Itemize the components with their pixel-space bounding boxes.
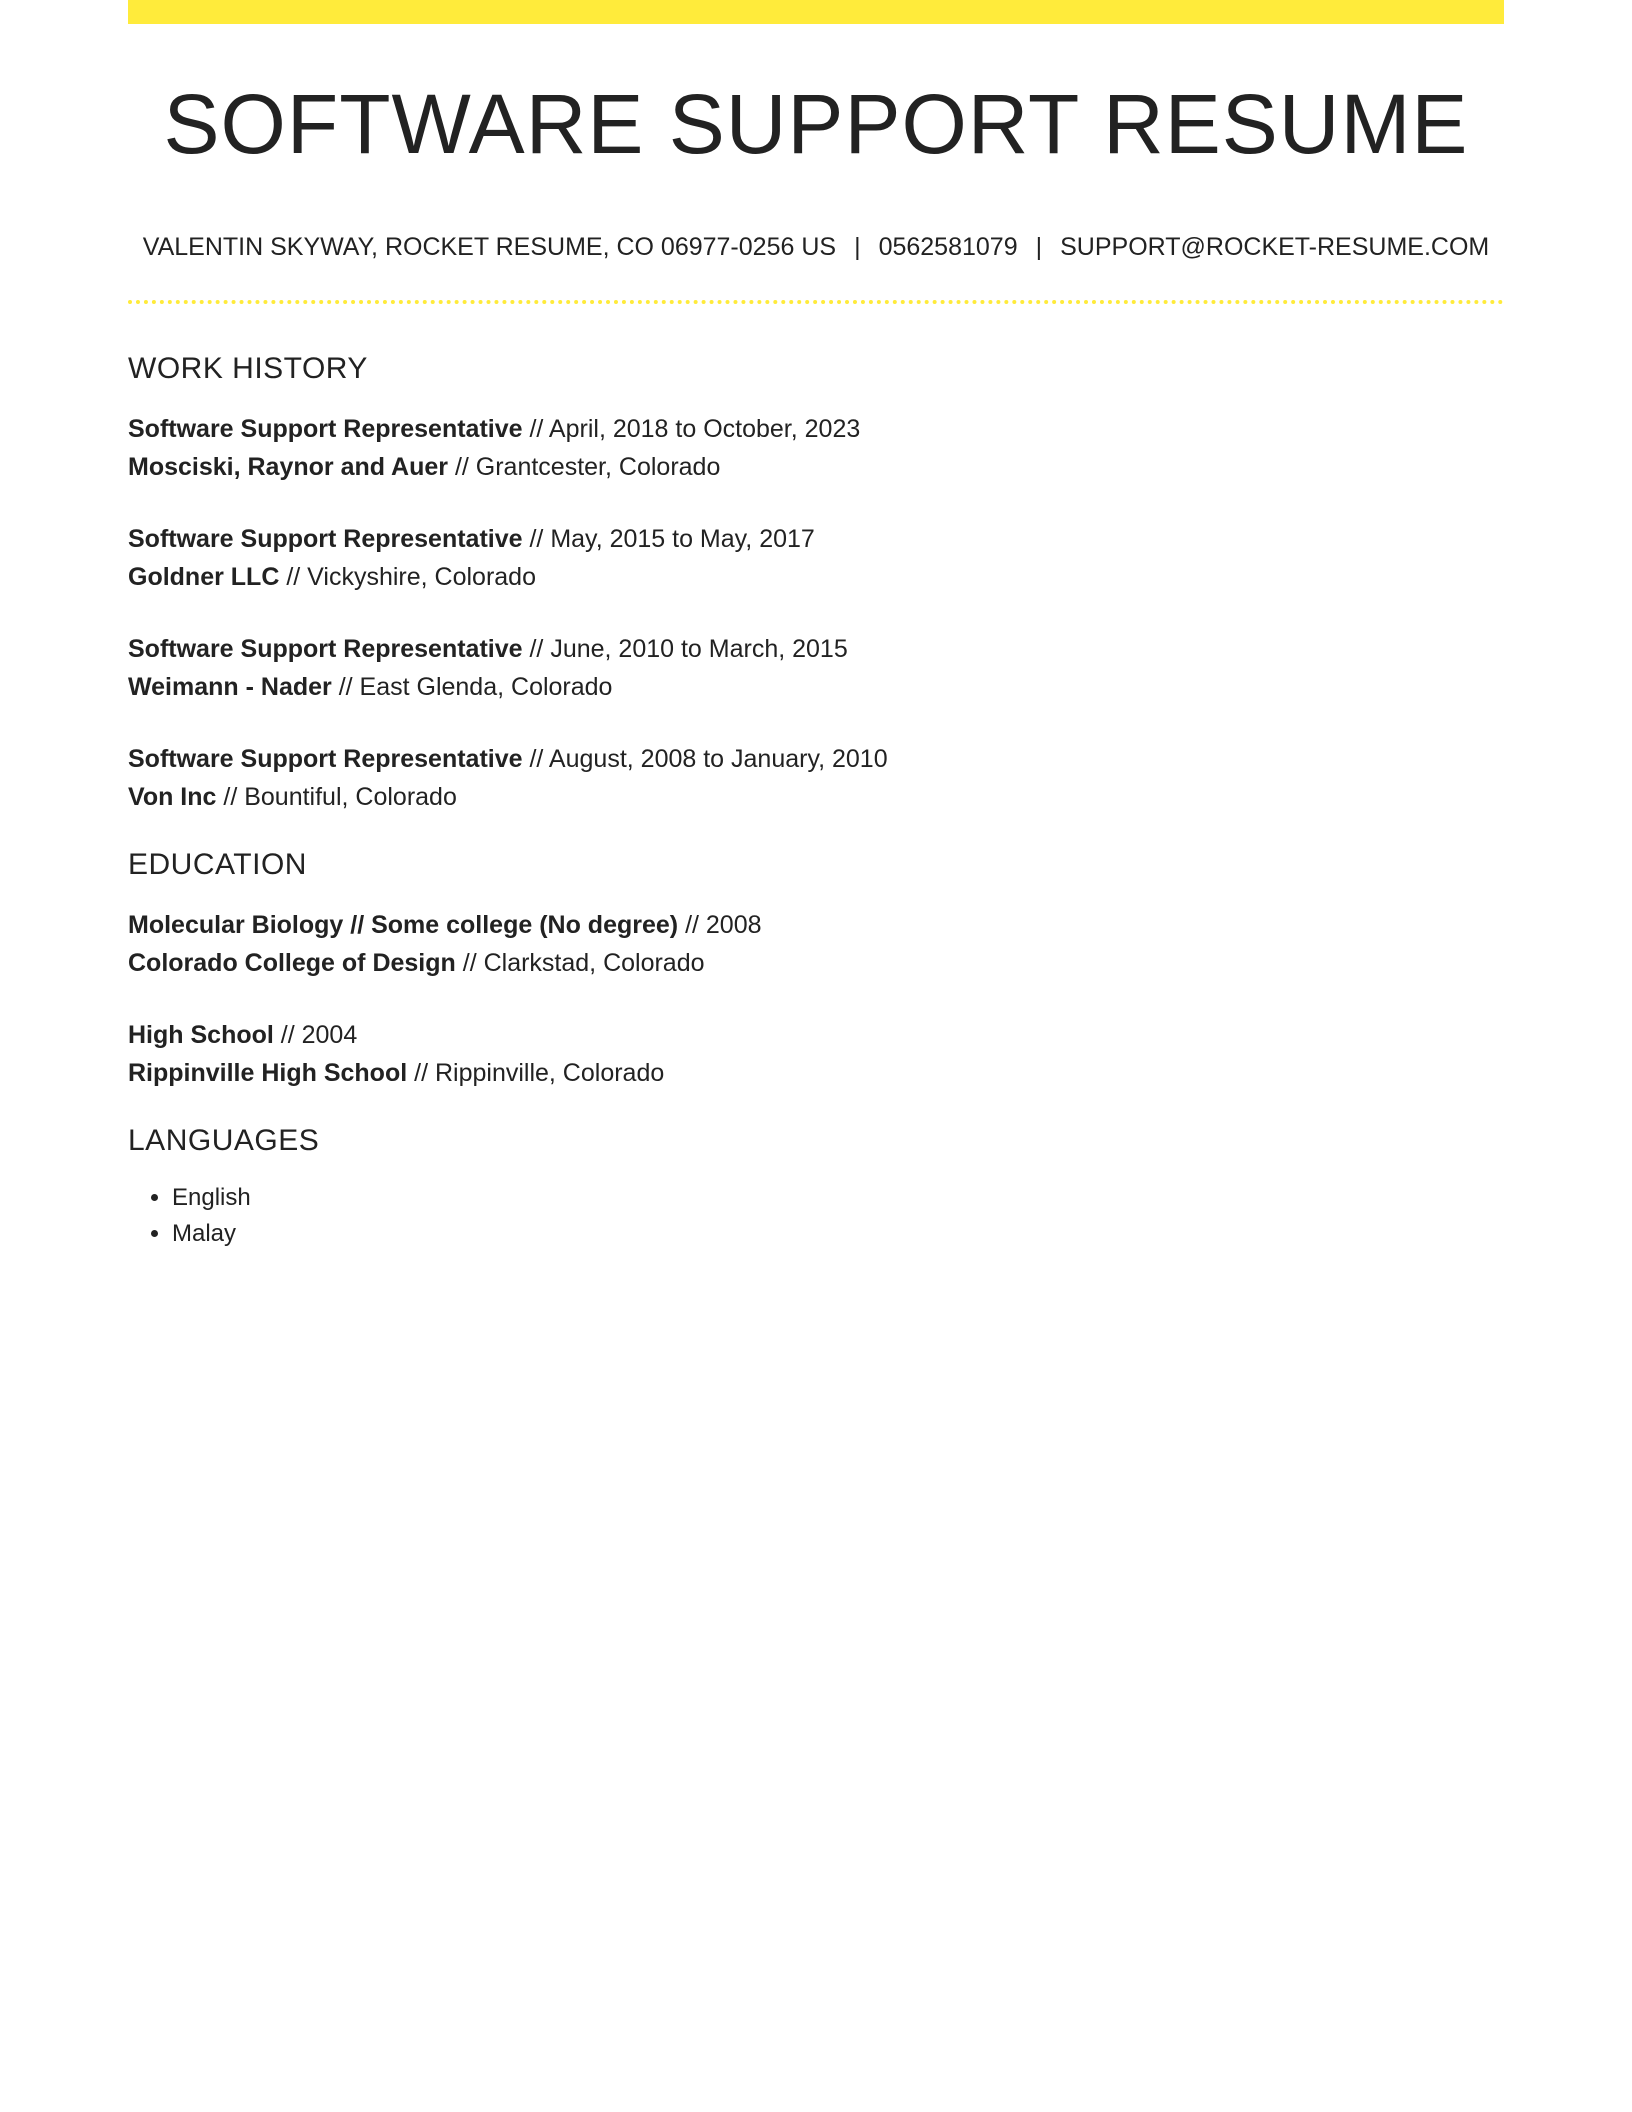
work-entry <box>128 740 1504 816</box>
graduation-year: // 2004 <box>273 1021 358 1049</box>
languages-list <box>128 1180 1504 1252</box>
school-location: // Rippinville, Colorado <box>407 1059 665 1087</box>
graduation-year: // 2008 <box>678 911 762 939</box>
work-history-heading: WORK HISTORY <box>128 352 368 385</box>
school-name: Rippinville High School <box>128 1059 408 1087</box>
education-entry <box>128 1016 1504 1092</box>
company-name: Mosciski, Raynor and Auer <box>128 453 448 481</box>
resume-page <box>128 0 1504 1252</box>
resume-title: SOFTWARE SUPPORT RESUME <box>163 77 1469 171</box>
company-location: // East Glenda, Colorado <box>331 673 613 701</box>
job-dates: // June, 2010 to March, 2015 <box>522 635 848 663</box>
job-title: Software Support Representative <box>128 415 523 443</box>
company-name: Von Inc <box>128 783 217 811</box>
school-name: Colorado College of Design <box>128 949 456 977</box>
company-location: // Vickyshire, Colorado <box>279 563 536 591</box>
languages-heading: LANGUAGES <box>128 1124 320 1157</box>
contact-separator: | <box>1035 233 1043 261</box>
contact-line <box>128 235 1504 260</box>
job-title: Software Support Representative <box>128 525 523 553</box>
work-history-list <box>128 410 1504 816</box>
job-dates: // May, 2015 to May, 2017 <box>522 525 815 553</box>
job-dates: // April, 2018 to October, 2023 <box>522 415 861 443</box>
job-dates: // August, 2008 to January, 2010 <box>522 745 888 773</box>
job-title: Software Support Representative <box>128 635 523 663</box>
work-entry <box>128 410 1504 486</box>
contact-address: VALENTIN SKYWAY, ROCKET RESUME, CO 06977-0256 US <box>142 233 837 261</box>
company-location: // Grantcester, Colorado <box>448 453 721 481</box>
language-item: • Malay <box>172 1216 1504 1252</box>
education-heading: EDUCATION <box>128 848 307 881</box>
education-entry <box>128 906 1504 982</box>
language-item: • English <box>172 1180 1504 1216</box>
degree-name: High School <box>128 1021 274 1049</box>
job-title: Software Support Representative <box>128 745 523 773</box>
contact-email: SUPPORT@ROCKET-RESUME.COM <box>1060 233 1490 261</box>
dotted-divider <box>128 300 1504 304</box>
education-list <box>128 906 1504 1092</box>
accent-top-bar <box>128 0 1504 24</box>
company-location: // Bountiful, Colorado <box>216 783 457 811</box>
contact-phone: 0562581079 <box>878 233 1018 261</box>
work-entry <box>128 630 1504 706</box>
company-name: Weimann - Nader <box>128 673 332 701</box>
contact-separator: | <box>854 233 861 261</box>
school-location: // Clarkstad, Colorado <box>455 949 705 977</box>
degree-name: Molecular Biology // Some college (No degree) <box>128 911 679 939</box>
company-name: Goldner LLC <box>128 563 280 591</box>
work-entry <box>128 520 1504 596</box>
